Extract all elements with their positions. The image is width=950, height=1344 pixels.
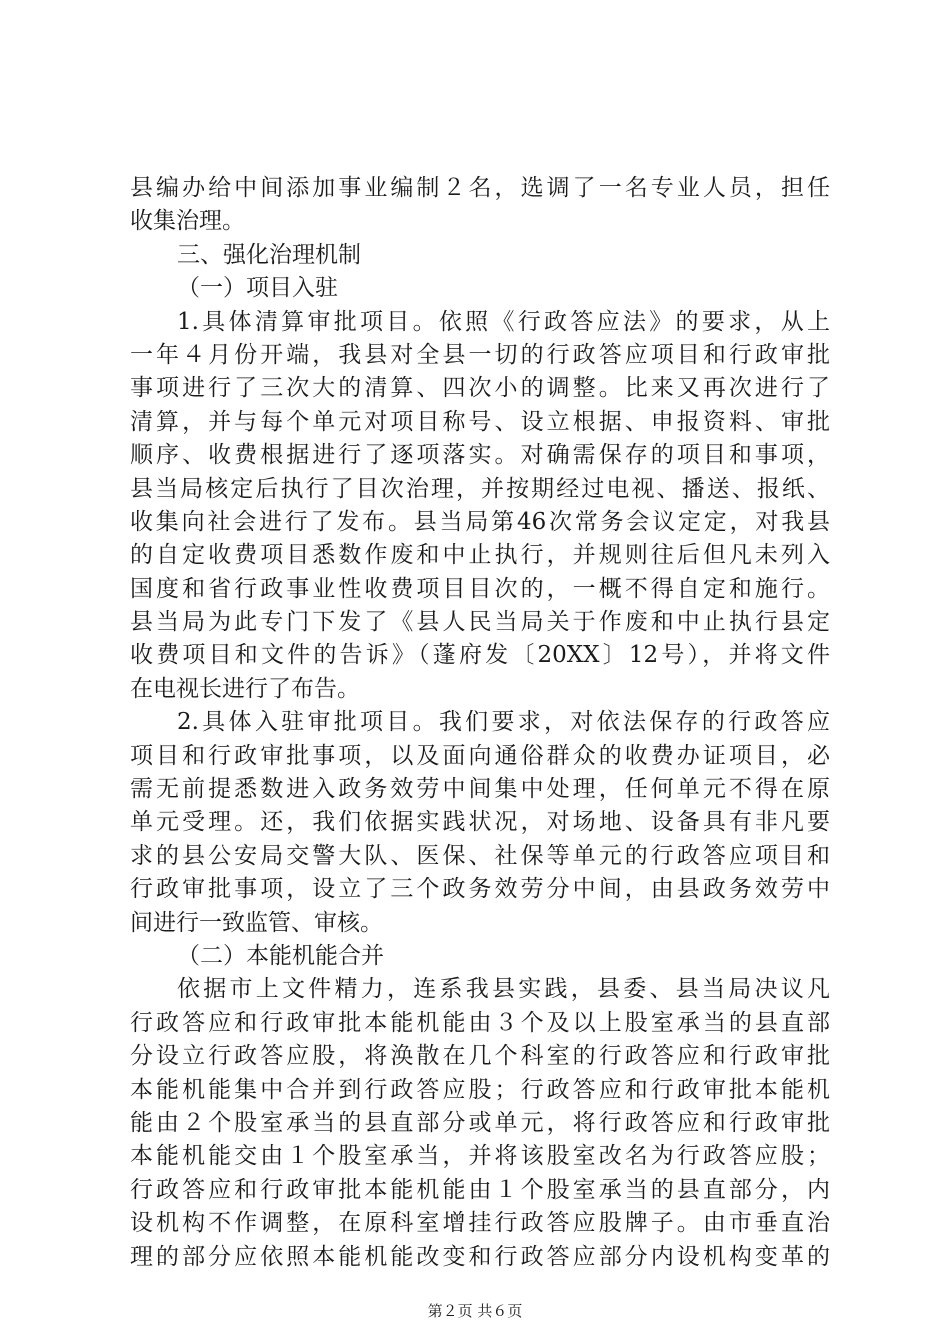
text-line: 县当局为此专门下发了《县人民当局关于作废和中止执行县定 <box>130 609 830 636</box>
section-heading: 三、强化治理机制 <box>177 241 361 268</box>
document-body <box>130 172 830 1274</box>
text-line: 本能机能交由１个股室承当，并将该股室改名为行政答应股； <box>130 1143 830 1170</box>
text-line: 一年４月份开端，我县对全县一切的行政答应项目和行政审批 <box>130 341 830 368</box>
text-line: 收费项目和文件的告诉》（蓬府发〔20XX〕12号），并将文件 <box>130 642 830 669</box>
text-line: 分设立行政答应股，将涣散在几个科室的行政答应和行政审批 <box>130 1043 830 1070</box>
text-line: 行政答应和行政审批本能机能由３个及以上股室承当的县直部 <box>130 1009 830 1036</box>
text-line: 1.具体清算审批项目。依照《行政答应法》的要求，从上 <box>177 308 830 335</box>
text-line: 需无前提悉数进入政务效劳中间集中处理，任何单元不得在原 <box>130 776 830 803</box>
text-line: 能由２个股室承当的县直部分或单元，将行政答应和行政审批 <box>130 1109 830 1136</box>
text-line: 县编办给中间添加事业编制２名，选调了一名专业人员，担任 <box>130 175 830 201</box>
text-line: 在电视长进行了布告。 <box>130 675 360 702</box>
text-line: 收集治理。 <box>130 208 245 235</box>
text-line: 事项进行了三次大的清算、四次小的调整。比来又再次进行了 <box>130 375 830 402</box>
text-line: 国度和省行政事业性收费项目目次的，一概不得自定和施行。 <box>130 575 830 602</box>
text-line: 收集向社会进行了发布。县当局第46次常务会议定定，对我县 <box>130 508 830 535</box>
text-line: 单元受理。还，我们依据实践状况，对场地、设备具有非凡要 <box>130 809 830 836</box>
text-line: 的自定收费项目悉数作废和中止执行，并规则往后但凡未列入 <box>130 542 830 569</box>
text-line: 理的部分应依照本能机能改变和行政答应部分内设机构变革的 <box>130 1243 830 1270</box>
text-line: 项目和行政审批事项，以及面向通俗群众的收费办证项目，必 <box>130 742 830 769</box>
subsection-heading: （二）本能机能合并 <box>177 942 384 969</box>
text-line: 县当局核定后执行了目次治理，并按期经过电视、播送、报纸、 <box>130 475 830 502</box>
text-line: 行政审批事项，设立了三个政务效劳分中间，由县政务效劳中 <box>130 876 830 903</box>
text-line: 求的县公安局交警大队、医保、社保等单元的行政答应项目和 <box>130 842 830 869</box>
text-line: 本能机能集中合并到行政答应股；行政答应和行政审批本能机 <box>130 1076 830 1103</box>
text-line: 依据市上文件精力，连系我县实践，县委、县当局决议凡 <box>177 976 830 1003</box>
page-footer: 第２页 共６页 <box>427 1302 523 1320</box>
text-line: 间进行一致监管、审核。 <box>130 909 383 936</box>
text-line: 行政答应和行政审批本能机能由１个股室承当的县直部分，内 <box>130 1176 830 1203</box>
text-line: 设机构不作调整，在原科室增挂行政答应股牌子。由市垂直治 <box>130 1210 830 1237</box>
text-line: 顺序、收费根据进行了逐项落实。对确需保存的项目和事项， <box>130 442 830 469</box>
subsection-heading: （一）项目入驻 <box>177 275 338 302</box>
text-line: 清算，并与每个单元对项目称号、设立根据、申报资料、审批 <box>130 408 830 435</box>
text-line: 2.具体入驻审批项目。我们要求，对依法保存的行政答应 <box>177 709 830 736</box>
